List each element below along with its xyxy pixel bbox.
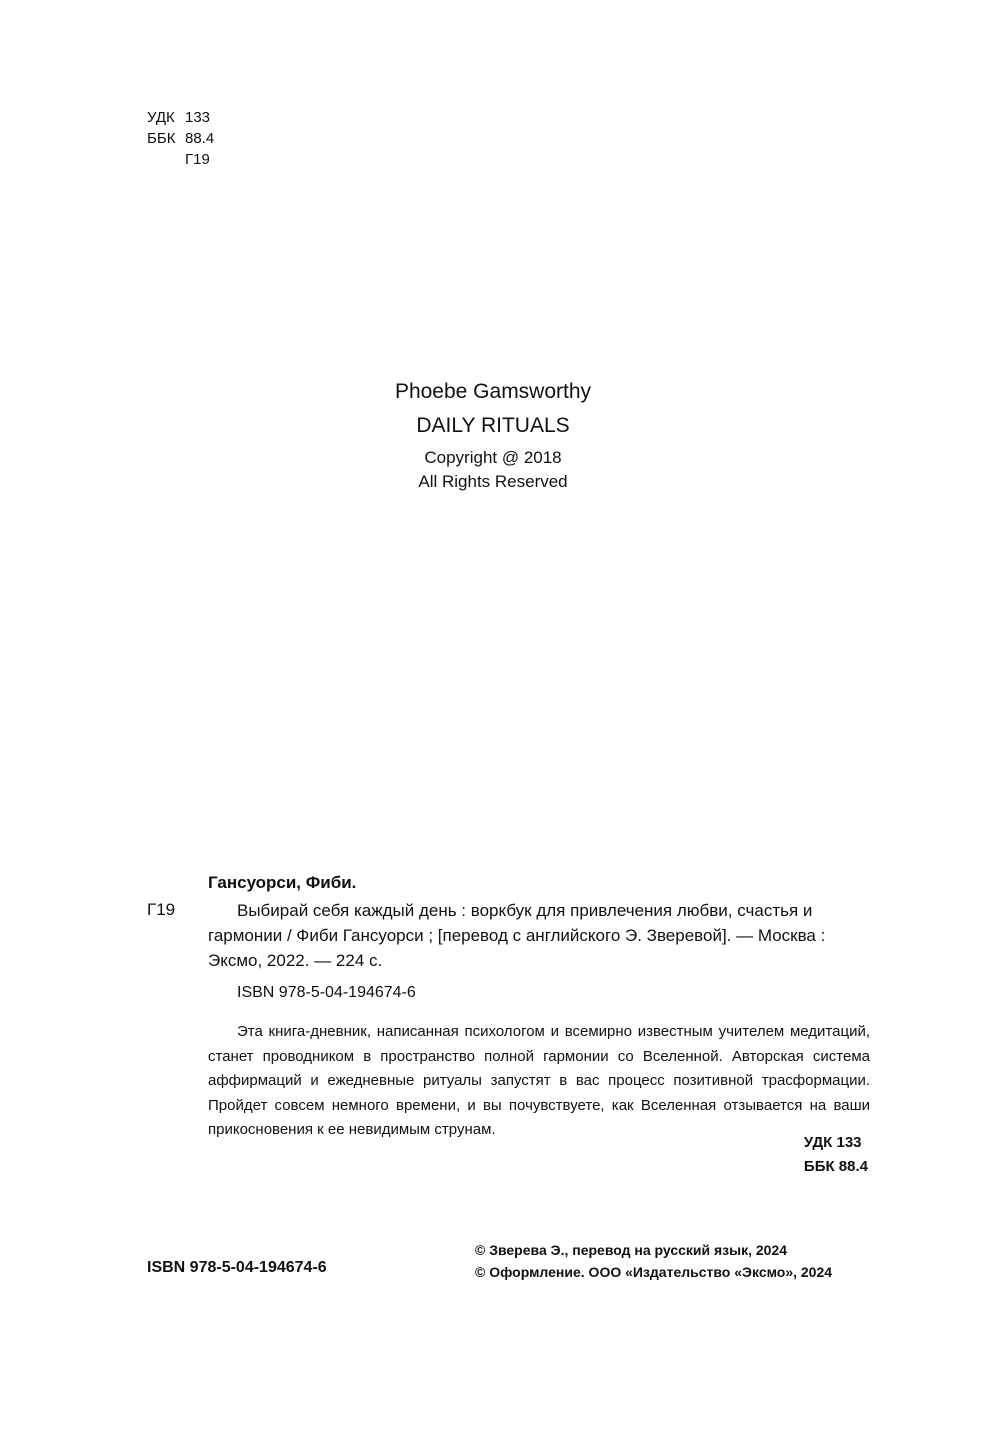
card-author-heading: Гансуорси, Фиби.	[208, 873, 357, 892]
card-annotation: Эта книга-дневник, написанная психологом и всемирно известным учителем медитаций, станет проводником в пространство полной гармонии со Вселенной. Авторская система аффирмаций и ежедневные ритуалы запустят в вас процесс позитивной трасформации. Пройдет совсем немного времени, и вы почувствуете, как Вселенная отзывается на ваши прикосновения к ее невидимым струнам.	[208, 1023, 870, 1138]
card-udk: УДК 133	[803, 1134, 862, 1151]
card-isbn: ISBN 978-5-04-194674-6	[237, 984, 416, 1001]
card-author-sign: Г19	[147, 900, 176, 919]
original-title: DAILY RITUALS	[416, 414, 570, 437]
udk-value: 133	[185, 109, 211, 126]
copyright-block	[475, 1239, 832, 1283]
bbk-row	[147, 128, 214, 149]
card-bbk: ББК 88.4	[803, 1158, 868, 1175]
udk-row	[147, 107, 214, 128]
bbk-value: 88.4	[185, 130, 215, 147]
classification-block	[147, 107, 214, 170]
copyright-design: © Оформление. ООО «Издательство «Эксмо», 2024	[475, 1264, 833, 1280]
author-sign: Г19	[185, 151, 210, 168]
copyright-translation: © Зверева Э., перевод на русский язык, 2024	[475, 1242, 788, 1258]
card-codes	[804, 1131, 868, 1179]
bottom-isbn: ISBN 978-5-04-194674-6	[147, 1259, 327, 1276]
original-author: Phoebe Gamsworthy	[394, 380, 592, 403]
author-sign-row	[147, 149, 214, 170]
udk-label: УДК	[147, 109, 175, 126]
original-copyright-block	[0, 446, 986, 494]
card-description: Выбирай себя каждый день : воркбук для привлечения любви, счастья и гармонии / Фиби Гансуорси ; [перевод с английского Э. Зверевой]. — Москва : Эксмо, 2022. — 224 с.	[208, 901, 826, 970]
bbk-label: ББК	[147, 130, 176, 147]
original-copyright: Copyright @ 2018	[424, 448, 562, 467]
original-rights: All Rights Reserved	[418, 472, 568, 491]
